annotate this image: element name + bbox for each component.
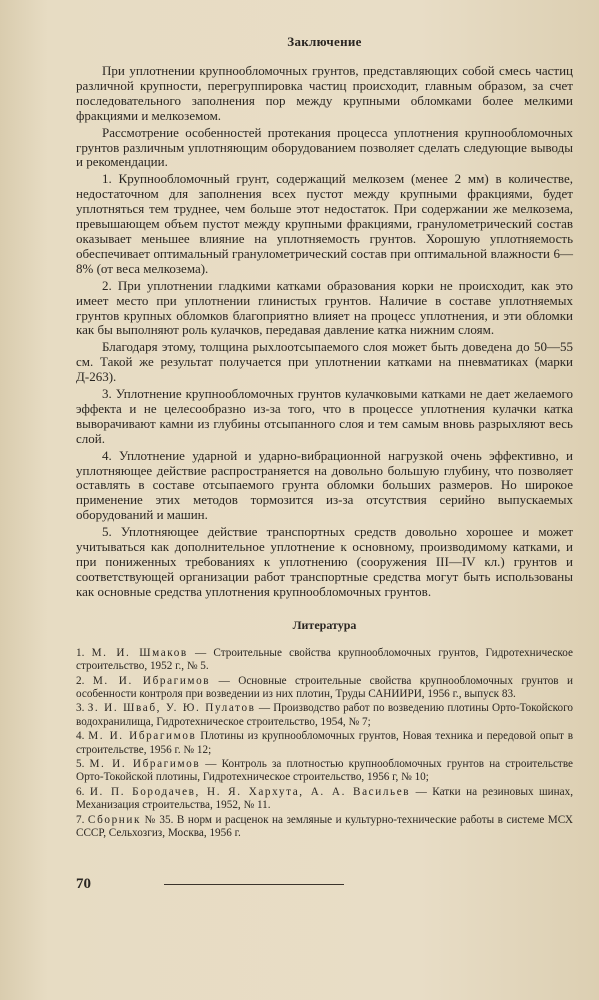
paragraph: 4. Уплотнение ударной и ударно-вибрационной нагрузкой очень эффективно, и уплотняющее действие распространяется на довольно большую глубину, что позволяет оставлять в составе отсыпаемого грунта обломки больших размеров. Но широкое применение этих методов тормозится из-за отсутствия серийно выпускаемых оборудований и машин. [76,447,573,523]
literature-heading: Литература [292,617,357,632]
reference-item [76,647,573,674]
reference-item [76,675,573,702]
paragraph: 2. При уплотнении гладкими катками образования корки не происходит, как это имеет место при уплотнении глинистых грунтов. Наличие в составе уплотняемых грунтов крупных обломков благоприятно влияет на процесс уплотнения, и эти обломки как бы выполняют роль кулачков, передавая давление катка нижним слоям. [76,277,573,338]
paragraph: Рассмотрение особенностей протекания процесса уплотнения крупнообломочных грунтов различным уплотняющим оборудованием позволяет сделать следующие выводы и рекомендации. [76,124,573,170]
reference-number: 2. [76,674,93,687]
reference-item [76,786,573,813]
reference-author: М. И. Ибрагимов [89,757,201,770]
reference-text: — Производство работ по возведению плотины Орто-Токойского водохранилища, Гидротехническое строительство, 1954, № 7; [76,702,573,728]
paragraph: 3. Уплотнение крупнообломочных грунтов кулачковыми катками не дает желаемого эффекта и не целесообразно из-за того, что в процессе уплотнения кулачки катка выворачивают камни из глубины отсыпанного слоя и тем самым вновь разрыхляют весь слой. [76,386,573,446]
paragraph: При уплотнении крупнообломочных грунтов, представляющих собой смесь частиц различной крупности, перегруппировка частиц происходит, главным образом, за счет последовательного заполнения пор между крупными обломками более мелкими фракциями и мелкоземом. [76,63,573,123]
page-number: 70 [76,876,91,892]
paragraph: 5. Уплотняющее действие транспортных средств довольно хорошее и может учитываться как дополнительное уплотнение к основному, производимому катками, и при пониженных требованиях к уплотнению (сооружения III—IV кл.) грунтов и соответствующей организации работ транспортные средства могут быть использованы как основные средства уплотнения крупнообломочных грунтов. [76,524,573,599]
reference-item [76,814,573,841]
section-heading: Заключение [287,34,362,49]
reference-author: Сборник [87,813,141,826]
reference-list [76,647,573,841]
reference-text: — Основные строительные свойства крупнообломочных грунтов и особенности контроля при возведении из них плотин, Труды САНИИРИ, 1956 г., выпуск 83. [76,674,574,700]
reference-item [76,758,573,785]
reference-author: М. И. Шмаков [91,646,188,659]
reference-item [76,702,573,729]
paragraph: Благодаря этому, толщина рыхлоотсыпаемого слоя может быть доведена до 50—55 см. Такой же результат получается при уплотнении катками на пневматиках (марки Д-263). [76,339,573,385]
paragraph: 1. Крупнообломочный грунт, содержащий мелкозем (менее 2 мм) в количестве, недостаточном для заполнения всех пустот между крупными фракциями, будет уплотняться тем труднее, чем больше этот недостаток. При содержании же мелкозема, превышающем объем пустот между крупными фракциями, гранулометрический состав оказывает меньшее влияние на уплотняемость грунтов. Хорошую уплотняемость обеспечивает оптимальный гранулометрический состав при оптимальной влажности 6—8% (от веса мелкозема). [76,171,573,276]
reference-author: М. И. Ибрагимов [88,730,197,743]
reference-author: З. И. Шваб, У. Ю. Пулатов [87,702,256,715]
reference-text: — Катки на резиновых шинах, Механизация строительства, 1952, № 11. [76,785,574,812]
conclusion-body [76,64,573,600]
reference-number: 7. [76,813,88,826]
reference-item [76,730,573,757]
reference-text: № 35. В норм и расценок на земляные и культурно-технические работы в системе МСХ СССР, Сельхозгиз, Москва, 1956 г. [76,813,573,839]
reference-text: Плотины из крупнообломочных грунтов, Новая техника и передовой опыт в строительстве, 1956 г. № 12; [76,730,573,756]
reference-number: 6. [76,785,90,798]
reference-number: 5. [76,757,90,770]
reference-text: — Строительные свойства крупнообломочных грунтов, Гидротехническое строительство, 1952 г., № 5. [76,646,573,673]
reference-text: — Контроль за плотностью крупнообломочных грунтов на строительстве Орто-Токойской плотины, Гидротехническое строительство, 1956 г, № 10; [76,757,574,784]
reference-author: И. П. Бородачев, Н. Я. Хархута, А. А. Васильев [89,785,411,798]
reference-author: М. И. Ибрагимов [92,674,211,687]
reference-number: 3. [76,702,88,715]
reference-number: 4. [76,730,89,743]
footer-divider [164,884,344,885]
reference-number: 1. [76,646,92,659]
